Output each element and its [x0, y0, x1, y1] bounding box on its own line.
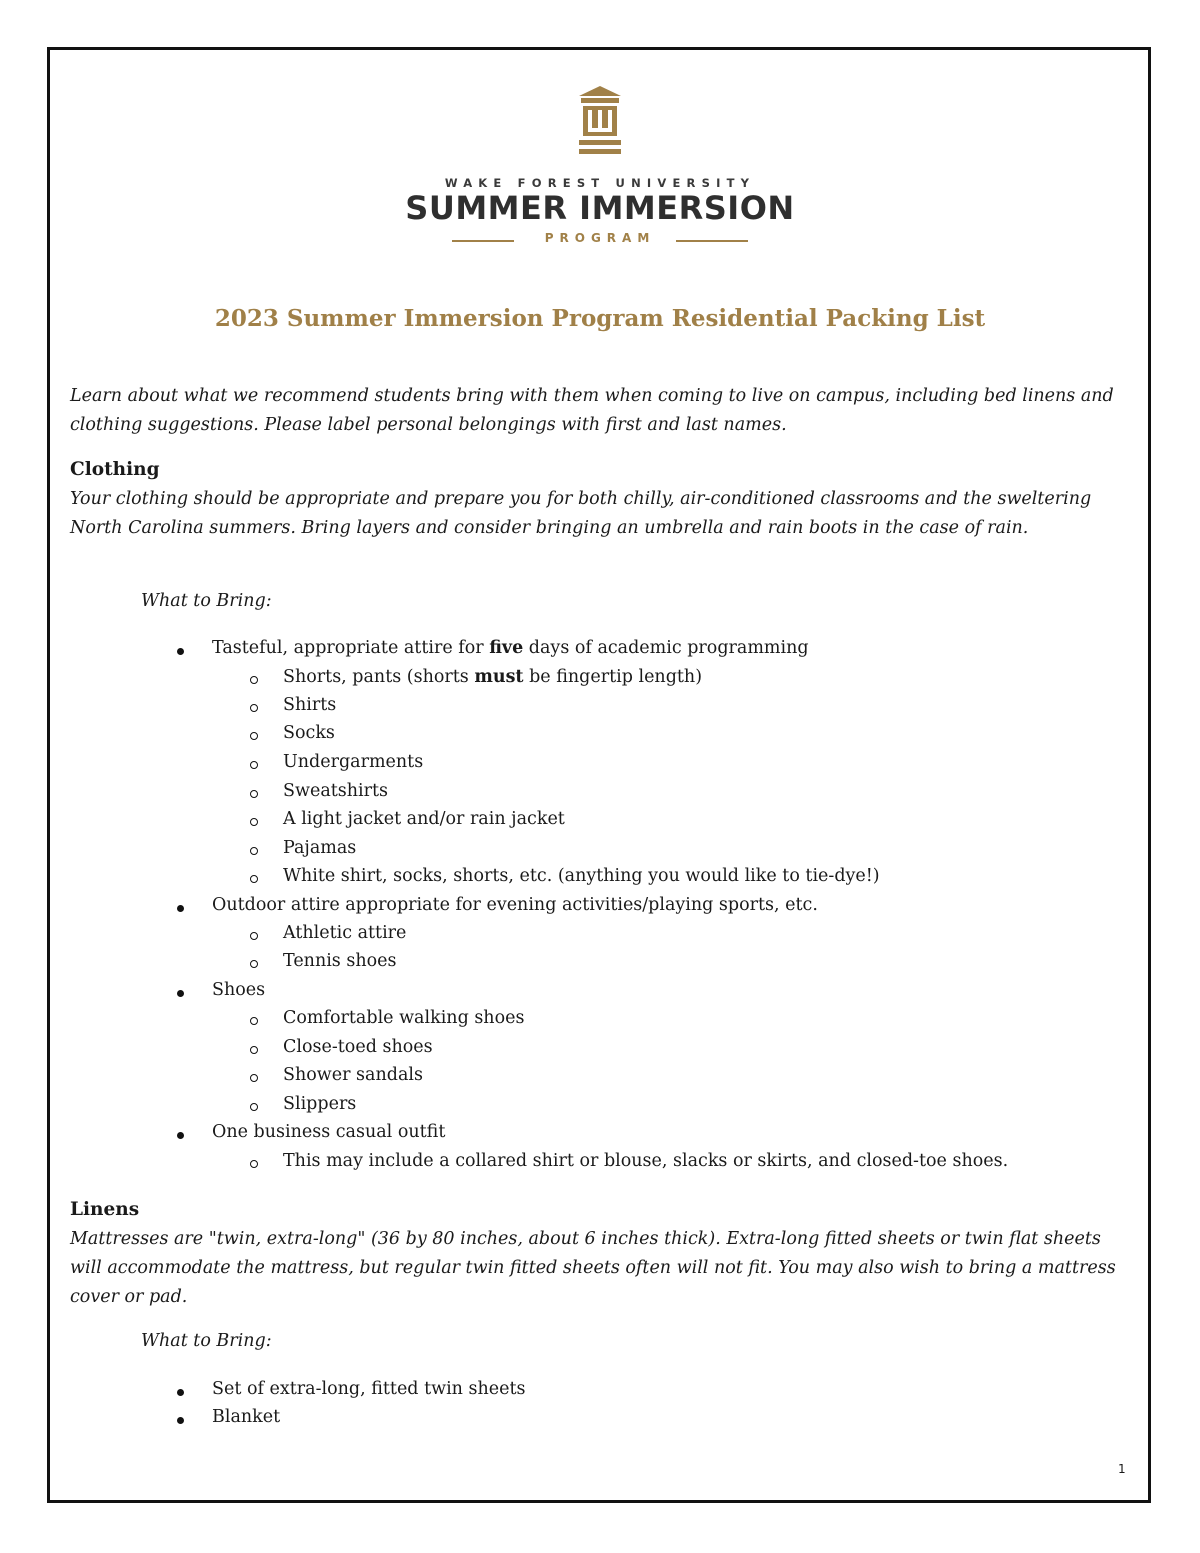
sub-bullet: [250, 1074, 258, 1082]
bullet: [177, 990, 184, 997]
sub-bullet: [250, 1046, 258, 1054]
clothing-what-to-bring: What to Bring:: [141, 591, 272, 611]
clothing-description: Your clothing should be appropriate and prepare you for both chilly, air-conditioned classrooms and the sweltering North Carolina summers. Bring layers and consider bringing an umbrella and rain boots in the case of rain.: [70, 489, 1092, 538]
sub-bullet: [250, 818, 258, 826]
list-item: Socks: [283, 723, 335, 743]
bullet: [177, 1417, 184, 1424]
bullet: [177, 905, 184, 912]
list-item: Athletic attire: [283, 923, 406, 943]
bullet: [177, 1389, 184, 1396]
list-item: White shirt, socks, shorts, etc. (anything you would like to tie-dye!): [283, 866, 880, 886]
list-item: Undergarments: [283, 752, 423, 772]
linens-description: Mattresses are "twin, extra-long" (36 by 80 inches, about 6 inches thick). Extra-long fitted sheets or twin flat sheets will accommodate the mattress, but regular twin fitted sheets often will not fit. You may also wish to bring a mattress cover or pad.: [70, 1229, 1116, 1307]
list-item: Set of extra-long, fitted twin sheets: [212, 1379, 526, 1399]
list-item: Tasteful, appropriate attire for five days of academic programming: [212, 638, 809, 658]
list-item: Slippers: [283, 1094, 356, 1114]
sub-bullet: [250, 847, 258, 855]
list-item: Pajamas: [283, 838, 356, 858]
sub-bullet: [250, 790, 258, 798]
clothing-heading: Clothing: [70, 459, 160, 480]
sub-bullet: [250, 676, 258, 684]
logo-rule-right: [676, 240, 748, 242]
list-item: Shorts, pants (shorts must be fingertip length): [283, 667, 702, 687]
list-item: One business casual outfit: [212, 1122, 445, 1142]
sub-bullet: [250, 875, 258, 883]
list-item: This may include a collared shirt or blouse, slacks or skirts, and closed-toe shoes.: [283, 1151, 1008, 1171]
sub-bullet: [250, 732, 258, 740]
sub-bullet: [250, 932, 258, 940]
logo: [0, 86, 1200, 251]
bullet: [177, 1132, 184, 1139]
list-item: A light jacket and/or rain jacket: [283, 809, 565, 829]
sub-bullet: [250, 761, 258, 769]
list-item: Comfortable walking shoes: [283, 1008, 524, 1028]
logo-name: SUMMER IMMERSION: [405, 189, 795, 227]
list-item: Outdoor attire appropriate for evening activities/playing sports, etc.: [212, 895, 818, 915]
sub-bullet: [250, 1103, 258, 1111]
bullet: [177, 648, 184, 655]
page-number: 1: [1118, 1462, 1126, 1476]
page-title: 2023 Summer Immersion Program Residential Packing List: [214, 305, 986, 332]
sub-bullet: [250, 1160, 258, 1168]
logo-program: PROGRAM: [544, 231, 656, 245]
sub-bullet: [250, 960, 258, 968]
list-item: Shirts: [283, 695, 336, 715]
columns-building-icon: [577, 86, 623, 158]
list-item: Close-toed shoes: [283, 1037, 433, 1057]
linens-heading: Linens: [70, 1199, 140, 1220]
list-item: Blanket: [212, 1407, 280, 1427]
logo-university: WAKE FOREST UNIVERSITY: [444, 176, 756, 190]
sub-bullet: [250, 1017, 258, 1025]
list-item: Shower sandals: [283, 1065, 423, 1085]
intro-paragraph: Learn about what we recommend students bring with them when coming to live on campus, including bed linens and clothing suggestions. Please label personal belongings with first and last names.: [70, 386, 1114, 435]
list-item: Shoes: [212, 980, 265, 1000]
linens-what-to-bring: What to Bring:: [141, 1331, 272, 1351]
list-item: Sweatshirts: [283, 781, 388, 801]
sub-bullet: [250, 704, 258, 712]
list-item: Tennis shoes: [283, 951, 396, 971]
